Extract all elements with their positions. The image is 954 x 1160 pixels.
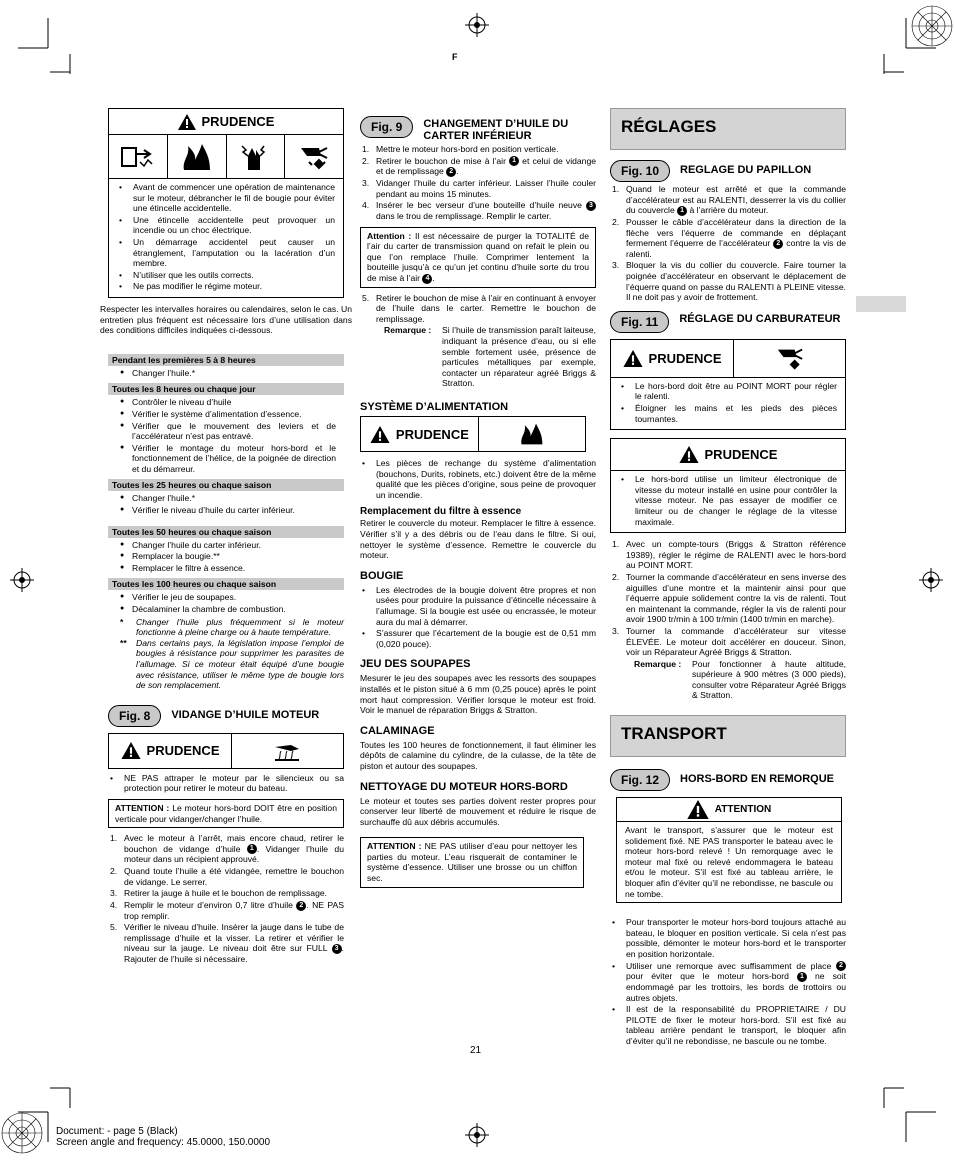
warning-triangle-icon	[121, 742, 141, 759]
schedule-band: Toutes les 50 heures ou chaque saison	[108, 526, 344, 538]
side-tab	[856, 296, 906, 312]
warning-triangle-icon	[679, 446, 699, 463]
callout-1: 1	[247, 844, 257, 854]
warning-title: PRUDENCE	[201, 114, 275, 129]
warning-box-3: PRUDENCE	[360, 416, 586, 452]
page-letter: F	[452, 52, 458, 62]
fig-title: REGLAGE DU PAPILLON	[680, 164, 812, 176]
callout-3: 3	[332, 944, 342, 954]
section-title-reglages: RÉGLAGES	[610, 108, 846, 150]
step: 3. Retirer la jauge à huile et le bouchon de remplissage.	[110, 888, 328, 899]
warning-box-5: PRUDENCE • Le hors-bord utilise un limiteur électronique de vitesse du moteur installé en usine pour contrôler la vitesse moteur. Ne pas essayer de modifier ce limiteur ou de changer le réglage de la vitesse maximale.	[610, 438, 846, 533]
fig-title: VIDANGE D’HUILE MOTEUR	[171, 708, 320, 721]
callout-3: 3	[586, 201, 596, 211]
carb-steps	[610, 539, 846, 658]
callout-1: 1	[509, 156, 519, 166]
spark-plug-icon	[109, 135, 168, 178]
doc-info: Document: - page 5 (Black) Screen angle and frequency: 45.0000, 150.0000	[56, 1126, 271, 1148]
fig-label: Fig. 12	[610, 769, 670, 791]
callout-4: 4	[422, 274, 432, 284]
maintenance-intro: Respecter les intervalles horaires ou calendaires, selon le cas. Un entretien plus fréquent est nécessaire lors d’une utilisation dans des conditions difficiles indiquées ci-dessous.	[100, 303, 352, 336]
attention-box: ATTENTION : Le moteur hors-bord DOIT être en position verticale pour vidanger/changer l’huile.	[108, 799, 344, 828]
throttle-steps	[610, 184, 846, 303]
fig10-header	[610, 160, 846, 182]
fig-title: HORS-BORD EN REMORQUE	[680, 773, 835, 786]
step: 3. Tourner la commande d’accélérateur sur vitesse ÉLEVÉE. Le moteur doit accélérer en douceur. Sinon, voir un Réparateur Agréé Briggs & Stratton.	[612, 625, 846, 658]
warning-box-4: PRUDENCE • Le hors-bord doit être au POINT MORT pour régler le ralenti. • Éloigner les mains et les pieds des pièces tournantes.	[610, 339, 846, 430]
step: 2. Tourner la commande d’accélérateur en sens inverse des aiguilles d’une montre et la maintenir ainsi pour que l’équerre appuie solidement contre la vis de ralenti. Tout en maintenant la commande, régler la vis de ralenti pour avoir 1900 tr/min à 100 tr/min (1400 tr/min en marche).	[612, 571, 846, 625]
step: 2. Pousser le câble d’accélérateur dans la direction de la flèche vers l’équerre de commande en déplaçant fermement l’équerre de l’accélérateur 2 contre la vis de ralenti.	[612, 216, 847, 259]
schedule-band: Toutes les 25 heures ou chaque saison	[108, 479, 344, 491]
footnote: ** Dans certains pays, la législation impose l’emploi de bougies à résistance pour supprimer les parasites de l’allumage. Si ce moteur était équipé d’une bougie avec résistance, utiliser le même type de bougie lors de son remplacement.	[120, 637, 344, 691]
shock-hand-icon	[227, 135, 286, 178]
page-number: 21	[470, 1045, 482, 1056]
schedule-band: Toutes les 100 heures ou chaque saison	[108, 578, 344, 590]
warning-item: • Avant de commencer une opération de maintenance sur le moteur, débrancher le fil de bougie pour éviter une étincelle accidentelle.	[117, 182, 335, 214]
warning-triangle-icon	[178, 114, 196, 130]
warning-item: • Une étincelle accidentelle peut provoquer un incendie ou un choc électrique.	[117, 215, 335, 236]
warning-box-1	[108, 108, 344, 298]
fig9-header	[360, 116, 596, 142]
oil-change-steps	[108, 833, 344, 965]
transport-item: • Utiliser une remorque avec suffisamment de place 2 pour éviter que le moteur hors-bord 1 ne soit endommagé par les trottoirs, les bords de trottoirs ou autres objets.	[610, 961, 846, 1004]
remark: Remarque : Si l’huile de transmission paraît laiteuse, indiquant la présence d’eau, ou si elle semble fortement usée, présence de particules métalliques par exemple, contacter un réparateur agréé Briggs & Stratton.	[384, 325, 596, 389]
schedule-band: Pendant les premières 5 à 8 heures	[108, 354, 344, 366]
section-heading: BOUGIE	[360, 569, 404, 582]
attention-box: ATTENTION : NE PAS utiliser d’eau pour nettoyer les parties du moteur. L’eau risquerait de contaminer le système d’essence. Utiliser une brosse ou un chiffon sec.	[360, 837, 584, 887]
step: 3. Vidanger l’huile du carter inférieur. Laisser l’huile couler pendant au moins 15 minutes.	[362, 178, 596, 199]
transport-list	[610, 909, 846, 1046]
section-heading: CALAMINAGE	[360, 724, 435, 737]
fire-icon	[168, 135, 227, 178]
column-3	[610, 108, 846, 1048]
warning-item: • Un démarrage accidentel peut causer un étranglement, l’amputation ou la lacération d’un membre.	[117, 237, 335, 269]
section-heading: NETTOYAGE DU MOTEUR HORS-BORD	[360, 780, 568, 793]
column-2: Fig. 9 CHANGEMENT D’HUILE DU CARTER INFÉRIEUR 1. Mettre le moteur hors-bord en position verticale. 2. Retirer le bouchon de mise à l’air 1 et celui de vidange et de remplissage 2 . 3. Vidanger l’huile du carter inférieur. Laisser l’huile couler pendant au moins 15 minutes. 4. Insérer le bec verseur d’une bouteille d’huile neuve 3 dans le trou de remplissage. Remplir le carter. Attention : Il est nécessaire de purger la TOTALITÉ de l’air du carter de transmission quand on refait le plein ou que l’on remplace l’huile. Comprimer lentement la bouteille jusqu’à ce qu’un jet continu d’huile sorte du trou de mise à l’air 4 . 5. Retirer le bouchon de mise à l’air en continuant à envoyer de l’huile dans le carter. Remettre le bouchon de remplissage. Remarque : Si l’huile de transmission paraît laiteuse, indiquant la présence d’eau, ou si elle semble fortement usée, présence de particules métalliques par exemple, contacter un réparateur agréé Briggs & Stratton. SYSTÈME D’ALIMENTATION PRUDENCE • Les pièces de rechange du système d’alimentation (bouchons, Durits, robinets, etc.) doivent être de la même qualité que les pièces d’origine, sous peine de provoquer un incendie. Remplacement du filtre à essence Retirer le couvercle du moteur. Remplacer le filtre à essence. Vérifier s’il y a des débris ou de l’eau dans le filtre. Si oui, nettoyer le système d’essence. Remettre le couvercle du moteur. BOUGIE • Les électrodes de la bougie doivent être propres et non usées pour produire la puissance d’étincelle nécessaire à l’allumage. Si la bougie est usée ou encrassée, le moteur aura du mal à démarrer. • S’assurer que l’écartement de la bougie est de 0,51 mm (0,020 pouce). JEU DES SOUPAPES Mesurer le jeu des soupapes avec les ressorts des soupapes installés et le piston situé à 6 mm (0,25 pouce) après le point mort haut compression. Vérifier lorsque le moteur est froid. Voir le manuel de réparation Briggs & Stratton. CALAMINAGE Toutes les 100 heures de fonctionnement, il faut éliminer les dépôts de calamine du cylindre, de la culasse, de la tête de piston et autour des soupapes. NETTOYAGE DU MOTEUR HORS-BORD Le moteur et toutes ses parties doivent rester propres pour conserver leur liberté de mouvement et réduire le risque de surchauffe dû aux débris accumulés. ATTENTION : NE PAS utiliser d’eau pour nettoyer les parties du moteur. L’eau risquerait de contaminer le système d’essence. Utiliser une brosse ou un chiffon sec.	[360, 116, 596, 893]
footnote: * Changer l’huile plus fréquemment si le moteur fonctionne à pleine charge ou à haute température.	[120, 616, 344, 638]
step: 2. Retirer le bouchon de mise à l’air 1 et celui de vidange et de remplissage 2 .	[362, 155, 596, 177]
column-1: PRUDENCE • Avant de commencer une opération de maintenance sur le moteur, débrancher le fil de bougie pour éviter une étincelle accidentelle. • Une étincelle accidentelle peut provoquer un incendie ou un choc électrique. • Un démarrage accidentel peut causer un étranglement, l’amputation ou la lacération d’un membre. • N’utiliser que les outils corrects. • Ne pas modifier le régime moteur. Respecter les intervalles horaires ou calendaires, selon le cas. Un entretien plus fréquent est nécessaire lors d’une utilisation dans des conditions difficiles indiquées ci-dessous. Pendant les premières 5 à 8 heures ● Changer l’huile.* Toutes les 8 heures ou chaque jour ● Contrôler le niveau d’huile ● Vérifier le système d’alimentation d’essence. ● Vérifier que le mouvement des leviers et de l’accélérateur n’est pas entravé. ● Vérifier le montage du moteur hors-bord et le fonctionnement de l’hélice, de la poignée de direction et du démarreur. Toutes les 25 heures ou chaque saison ● Changer l’huile.* ● Vérifier le niveau d’huile du carter inférieur. Toutes les 50 heures ou chaque saison ● Changer l’huile du carter inférieur. ● Remplacer la bougie.** ● Remplacer le filtre à essence. Toutes les 100 heures ou chaque saison ● Vérifier le jeu de soupapes. ● Décalaminer la chambre de combustion. * Changer l’huile plus fréquemment si le moteur fonctionne à pleine charge ou à haute température. ** Dans certains pays, la législation impose l’emploi de bougies à résistance pour supprimer les parasites de l’allumage. Si ce moteur était équipé d’une bougie avec résistance, utiliser le même type de bougie lors de son remplacement. Fig. 8 VIDANGE D’HUILE MOTEUR PRUDENCE • NE PAS attraper le moteur par le silencieux ou sa protection pour retirer le moteur du bateau. ATTENTION : Le moteur hors-bord DOIT être en position verticale pour vidanger/changer l’huile. 1. Avec le moteur à l’arrêt, mais encore chaud, retirer le bouchon de vidange d’huile 1 . Vidanger l’huile du moteur dans un récipient approuvé. 2. Quand toute l’huile a été vidangée, remettre le bouchon de vidange. Le serrer. 3. Retirer la jauge à huile et le bouchon de remplissage. 4. Remplir le moteur d’environ 0,7 litre d’huile 2 . NE PAS trop remplir. 5. Vérifier le niveau d’huile. Insérer la jauge dans le tube de remplissage d’huile et la visser. La retirer et vérifier le niveau sur la jauge. Le niveau doit être sur FULL 3 . Rajouter de l’huile si nécessaire.	[108, 108, 344, 966]
fig-label: Fig. 10	[610, 160, 670, 182]
fig11-header	[610, 311, 846, 333]
callout-2: 2	[446, 167, 456, 177]
gearcase-steps	[360, 144, 596, 222]
callout-2: 2	[296, 901, 306, 911]
step: 4. Insérer le bec verseur d’une bouteille d’huile neuve 3 dans le trou de remplissage. Remplir le carter.	[360, 200, 596, 221]
amputation-icon	[734, 340, 845, 377]
warning-triangle-icon	[623, 350, 643, 367]
fig-label: Fig. 9	[360, 116, 413, 138]
amputation-icon	[285, 135, 343, 178]
fig12-header	[610, 769, 846, 791]
callout-1: 1	[677, 206, 687, 216]
section-heading: JEU DES SOUPAPES	[360, 658, 471, 671]
remark: Remarque : Pour fonctionner à haute altitude, supérieure à 900 mètres (3 000 pieds), consulter votre Réparateur Agréé Briggs & Stratton.	[634, 658, 846, 701]
step: 1. Avec un compte-tours (Briggs & Stratton référence 19389), régler le régime de RALENTI avec le hors-bord au POINT MORT.	[612, 539, 846, 571]
registration-top-icon	[465, 13, 489, 37]
callout-1: 1	[797, 972, 807, 982]
fig-label: Fig. 8	[108, 705, 161, 727]
section-title-transport: TRANSPORT	[610, 715, 846, 757]
fig-title: CHANGEMENT D’HUILE DU CARTER INFÉRIEUR	[423, 118, 569, 142]
step: 5. Vérifier le niveau d’huile. Insérer la jauge dans le tube de remplissage d’huile et la visser. La retirer et vérifier le niveau sur la jauge. Le niveau doit être sur FULL 3 . Rajouter de l’huile si nécessaire.	[110, 922, 344, 965]
warning-item: • N’utiliser que les outils corrects.	[117, 270, 335, 281]
schedule-band: Toutes les 8 heures ou chaque jour	[108, 383, 344, 395]
transport-item: • Pour transporter le moteur hors-bord toujours attaché au bateau, le bloquer en position verticale. Si cela n’est pas possible, démonter le moteur hors-bord et le transporter en position horizontale.	[610, 917, 846, 959]
step: 2. Quand toute l’huile a été vidangée, remettre le bouchon de vidange. Le serrer.	[110, 866, 344, 887]
warning-box-2: PRUDENCE	[108, 733, 344, 769]
hot-surface-icon	[232, 734, 343, 768]
callout-2: 2	[836, 961, 846, 971]
step: 3. Bloquer la vis du collier du couvercle. Faire tourner la poignée d’accélérateur en observant le déplacement de l’équerre quand on passe du RALENTI à PLEINE vitesse. Il ne doit pas y avoir de frottement.	[612, 260, 846, 303]
step: 1. Mettre le moteur hors-bord en position verticale.	[362, 144, 559, 154]
warning-item: • Ne pas modifier le régime moteur.	[117, 281, 335, 292]
transport-item: • Il est de la responsabilité du PROPRIETAIRE / DU PILOTE de fixer le moteur hors-bord. S’il est fixé au tableau arrière pendant le transport, le bloquer afin d’éviter qu’il ne rebondisse, ne bascule ou ne tombe.	[610, 1004, 846, 1046]
warning-triangle-icon	[687, 800, 709, 819]
fire-icon	[479, 417, 585, 451]
step: 1. Avec le moteur à l’arrêt, mais encore chaud, retirer le bouchon de vidange d’huile 1 . Vidanger l’huile du moteur dans un récipient approuvé.	[110, 833, 344, 865]
fig-title: RÉGLAGE DU CARBURATEUR	[679, 312, 841, 325]
attention-box: ATTENTION Avant le transport, s’assurer que le moteur est solidement fixé. NE PAS transporter le bateau avec le moteur hors-bord relevé ! Un remorquage avec le moteur mal fixé ou relevé endommagera le bateau et/ou le moteur. S’il est fixé au tableau arrière, le bloquer afin d’éviter qu’il ne rebondisse, ne bascule ou ne tombe.	[616, 797, 842, 903]
section-heading: SYSTÈME D’ALIMENTATION	[360, 401, 509, 414]
step: 4. Remplir le moteur d’environ 0,7 litre d’huile 2 . NE PAS trop remplir.	[110, 899, 344, 921]
callout-2: 2	[773, 239, 783, 249]
warning-triangle-icon	[370, 426, 390, 443]
step: 1. Quand le moteur est arrêté et que la commande d’accélérateur est au RALENTI, desserrer la vis du collier du couvercle 1 à l’arrière du moteur.	[612, 184, 846, 216]
fig8-header	[108, 705, 344, 727]
section-heading: Remplacement du filtre à essence	[360, 506, 522, 518]
fig-label: Fig. 11	[610, 311, 669, 333]
attention-box: Attention : Il est nécessaire de purger la TOTALITÉ de l’air du carter de transmission quand on refait le plein ou que l’on remplace l’huile. Comprimer lentement la bouteille jusqu’à ce qu’un jet continu d’huile sorte du trou de mise à l’air 4 .	[360, 227, 596, 288]
